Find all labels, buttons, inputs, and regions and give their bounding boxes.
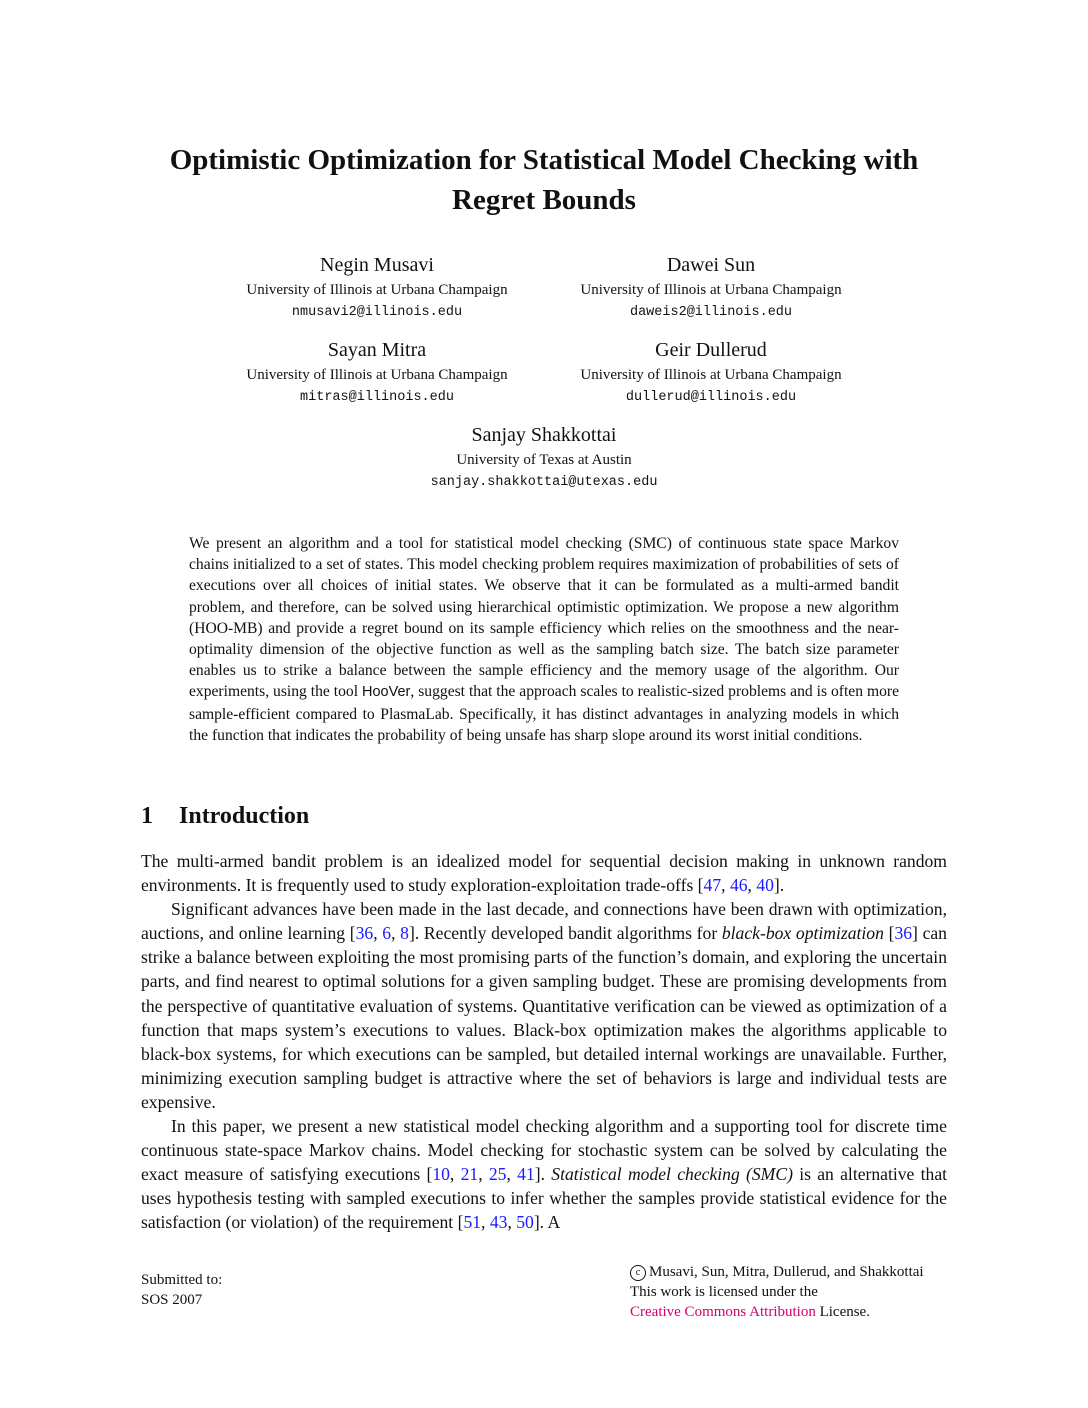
venue: SOS 2007	[141, 1292, 203, 1308]
paper-title	[100, 140, 988, 220]
citation-link[interactable]: 41	[517, 1164, 535, 1185]
abstract	[189, 533, 899, 746]
citation-link[interactable]: 8	[400, 923, 409, 944]
citation-link[interactable]: 50	[516, 1212, 534, 1233]
author-name: Negin Musavi	[320, 254, 434, 276]
copyright-line	[630, 1262, 924, 1282]
creative-commons-link[interactable]: Creative Commons Attribution	[630, 1304, 816, 1320]
author-block	[541, 338, 881, 409]
paragraph-text: ] can strike a balance between exploiting the most promising parts of the function’s domain, and exploring the uncertain parts, and find nearest to optimal solutions for a given sampling budget. These are promising developments from the perspective of quantitative evaluation of systems. Quantitative verification can be viewed as optimization of a function that maps system’s executions to values. Black-box optimization makes the algorithms applicable to black-box systems, for which executions can be sampled, but detailed internal workings are unavailable. Further, minimizing execution sampling budget is attractive where the set of behaviors is large and individual tests are expensive.	[141, 923, 947, 1112]
section-number: 1	[141, 803, 153, 829]
author-affiliation: University of Texas at Austin	[456, 452, 632, 468]
citation-link[interactable]: 46	[729, 875, 748, 896]
license-note	[630, 1262, 924, 1322]
paragraph-text: In this paper, we present a new statistical model checking algorithm and a supporting tool for discrete time continuous state-space Markov chains. Model checking for stochastic system can be solved by calculating the exact measure of satisfying executions [	[141, 1116, 947, 1185]
title-line-2: Regret Bounds	[452, 184, 636, 216]
section-title: Introduction	[179, 803, 310, 829]
citation-link[interactable]: 43	[489, 1212, 508, 1233]
citation-link[interactable]: 51	[463, 1212, 482, 1233]
author-block	[207, 253, 547, 324]
paragraph-text: ].	[534, 1164, 552, 1185]
author-affiliation: University of Illinois at Urbana Champaign	[246, 282, 508, 298]
paragraph: In this paper, we present a new statistical model checking algorithm and a supporting tool for discrete time continuous state-space Markov chains. Model checking for stochastic system can be solved by calculating the exact measure of satisfying executions [10, 21, 25, 41]. Statistical model checking (SMC) is an alternative that uses hypothesis testing with sampled executions to infer whether the samples provide statistical evidence for the satisfaction (or violation) of the requirement [51, 43, 50]. A	[141, 1116, 948, 1233]
emphasis-text: Statistical model checking (SMC)	[551, 1164, 793, 1185]
citation-link[interactable]: 36	[355, 923, 374, 944]
author-email[interactable]: dullerud@illinois.edu	[625, 390, 797, 405]
paragraph: The multi-armed bandit problem is an idealized model for sequential decision making in unknown random environments. It is frequently used to study exploration-exploitation trade-offs [47, 46, 40].	[141, 851, 947, 896]
license-suffix: License.	[815, 1304, 870, 1320]
title-line-1: Optimistic Optimization for Statistical Model Checking with	[169, 144, 919, 176]
author-block	[374, 423, 714, 494]
author-name: Sayan Mitra	[327, 339, 427, 361]
author-name: Dawei Sun	[666, 254, 756, 276]
paragraph-text: is an alternative that uses hypothesis testing with sampled executions to infer whether the samples provide statistical evidence for the satisfaction (or violation) of the requirement [	[141, 1164, 948, 1233]
author-block	[541, 253, 881, 324]
author-name: Geir Dullerud	[655, 339, 767, 361]
license-line: This work is licensed under the	[630, 1284, 818, 1300]
citation-link[interactable]: 25	[488, 1164, 507, 1185]
paragraph-text: ]. Recently developed bandit algorithms for	[408, 923, 722, 944]
citation-link[interactable]: 36	[894, 923, 913, 944]
abstract-text-2: , suggest that the approach scales to realistic-sized problems and is often more sample-efficient compared to PlasmaLab. Specifically, it has distinct advantages in analyzing models in which the function that indicates the probability of being unsafe has sharp slope around its worst initial conditions.	[189, 683, 899, 744]
author-affiliation: University of Illinois at Urbana Champaign	[246, 367, 508, 383]
copyright-icon: c	[630, 1265, 646, 1281]
section-heading	[141, 800, 309, 832]
submission-note	[141, 1270, 222, 1310]
author-email[interactable]: nmusavi2@illinois.edu	[291, 305, 463, 320]
author-email[interactable]: sanjay.shakkottai@utexas.edu	[430, 475, 658, 490]
copyright-holders: Musavi, Sun, Mitra, Dullerud, and Shakkottai	[649, 1264, 924, 1280]
paragraph: Significant advances have been made in the last decade, and connections have been drawn with optimization, auctions, and online learning [36, 6, 8]. Recently developed bandit algorithms for black-box optimization [36] can strike a balance between exploiting the most promising parts of the function’s domain, and exploring the uncertain parts, and find nearest to optimal solutions for a given sampling budget. These are promising developments from the perspective of quantitative evaluation of systems. Quantitative verification can be viewed as optimization of a function that maps system’s executions to values. Black-box optimization makes the algorithms applicable to black-box systems, for which executions can be sampled, but detailed internal workings are unavailable. Further, minimizing execution sampling budget is attractive where the set of behaviors is large and individual tests are expensive.	[141, 899, 947, 1112]
citation-link[interactable]: 40	[756, 875, 774, 896]
author-email[interactable]: mitras@illinois.edu	[300, 390, 454, 405]
paragraph-text: ]. A	[533, 1212, 561, 1233]
abstract-text-1: We present an algorithm and a tool for statistical model checking (SMC) of continuous state space Markov chains initialized to a set of states. This model checking problem requires maximization of probabilities of sets of executions over all choices of initial states. We observe that it can be formulated as a multi-armed bandit problem, and therefore, can be solved using hierarchical optimistic optimization. We propose a new algorithm (HOO-MB) and provide a regret bound on its sample efficiency which relies on the smoothness and the near-optimality dimension of the objective function as well as the sampling batch size. The batch size parameter enables us to strike a balance between the sample efficiency and the memory usage of the algorithm. Our experiments, using the tool	[189, 535, 899, 701]
tool-name: HooVer	[362, 684, 411, 701]
paragraph-text: The multi-armed bandit problem is an idealized model for sequential decision making in unknown random environments. It is frequently used to study exploration-exploitation trade-offs [	[141, 851, 947, 896]
author-affiliation: University of Illinois at Urbana Champaign	[580, 282, 842, 298]
paragraph-text: Significant advances have been made in the last decade, and connections have been drawn with optimization, auctions, and online learning [	[141, 899, 947, 944]
author-affiliation: University of Illinois at Urbana Champaign	[580, 367, 842, 383]
citation-link[interactable]: 47	[703, 875, 722, 896]
paragraph-text: ].	[773, 875, 785, 896]
author-name: Sanjay Shakkottai	[471, 424, 617, 446]
citation-link[interactable]: 10	[432, 1164, 450, 1185]
citation-link[interactable]: 21	[460, 1164, 479, 1185]
author-block	[207, 338, 547, 409]
emphasis-text: black-box optimization	[721, 923, 884, 944]
license-link-line	[630, 1302, 924, 1322]
body-text	[141, 849, 947, 1235]
citation-link[interactable]: 6	[382, 923, 392, 944]
author-email[interactable]: daweis2@illinois.edu	[629, 305, 793, 320]
submitted-label: Submitted to:	[141, 1272, 223, 1288]
